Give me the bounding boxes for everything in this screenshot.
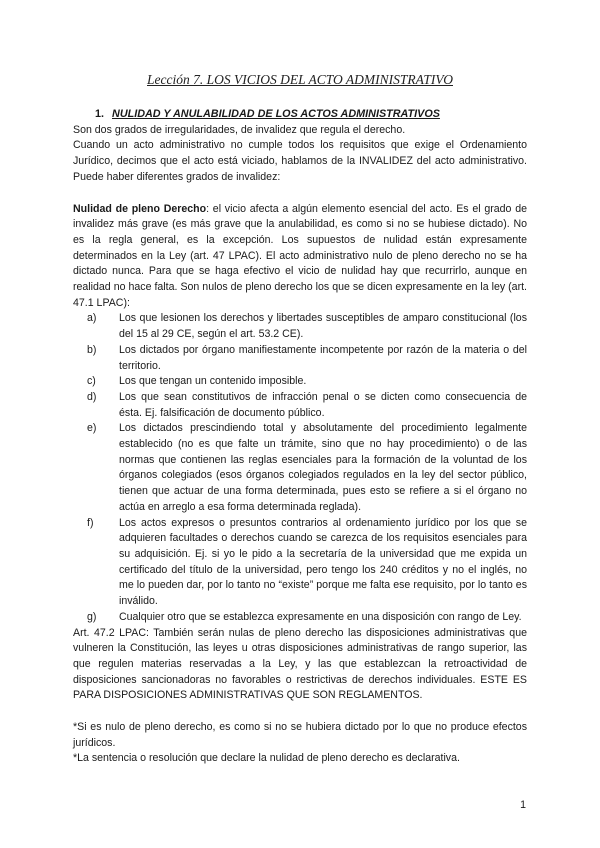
list-item bbox=[73, 516, 527, 610]
nulidad-list bbox=[73, 311, 527, 625]
nulidad-lead: Nulidad de pleno Derecho bbox=[73, 202, 207, 215]
document-body bbox=[73, 107, 527, 767]
list-item bbox=[73, 374, 527, 390]
art-47-2-paragraph: Art. 47.2 LPAC: También serán nulas de pleno derecho las disposiciones administrativas que vulneren la Constitución, las leyes u otras disposiciones administrativas de rango superior, las que regulen materias reservadas a la Ley, y las que establezcan la retroactividad de disposiciones sancionadoras no favorables o restrictivas de derechos individuales. ESTE ES PARA DISPOSICIONES ADMINISTRATIVAS QUE SON REGLAMENTOS. bbox=[73, 626, 527, 702]
list-marker: f) bbox=[87, 516, 94, 529]
list-marker: d) bbox=[87, 390, 97, 403]
footnote-2: *La sentencia o resolución que declare la nulidad de pleno derecho es declarativa. bbox=[73, 752, 460, 765]
nulidad-text: : el vicio afecta a algún elemento esencial del acto. Es el grado de invalidez más grave (es más grave que la anulabilidad, es como si no se hubiese dictado). No es la regla general, es la excepción. Los supuestos de nulidad están expresamente determinados en la Ley (art. 47 LPAC). El acto administrativo nulo de pleno derecho no se ha dictado nunca. Para que se haga efectivo el vicio de nulidad hay que recurrirlo, aunque en realidad no hace falta. Son nulos de pleno derecho los que se dicen expresamente en la ley (art. 47.1 LPAC): bbox=[73, 202, 527, 309]
list-item-text: Los que sean constitutivos de infracción penal o se dicten como consecuencia de ésta. Ej. falsificación de documento público. bbox=[119, 390, 527, 419]
list-item-text: Los que tengan un contenido imposible. bbox=[119, 375, 307, 388]
list-item bbox=[73, 610, 527, 626]
list-item bbox=[73, 421, 527, 515]
list-item-text: Los actos expresos o presuntos contrarios al ordenamiento jurídico por los que se adquieren facultades o derechos cuando se carezca de los requisitos esenciales para su adquisición. Ej. si yo le pido a la secretaría de la universidad que me expida un certificado del título de la universidad, pero tengo los 240 créditos y no el inglés, no me lo pueden dar, por lo tanto no “existe” porque me falta ese requisito, por lo tanto es inválido. bbox=[119, 516, 527, 608]
list-item-text: Los que lesionen los derechos y libertades susceptibles de amparo constitucional (los del 15 al 29 CE, según el art. 53.2 CE). bbox=[119, 312, 527, 341]
list-item-text: Cualquier otro que se establezca expresamente en una disposición con rango de Ley. bbox=[119, 610, 522, 623]
intro-paragraph-1: Son dos grados de irregularidades, de invalidez que regula el derecho. bbox=[73, 123, 406, 136]
nulidad-paragraph bbox=[73, 202, 527, 312]
list-marker: c) bbox=[87, 375, 96, 388]
page-number: 1 bbox=[520, 799, 526, 811]
list-marker: b) bbox=[87, 343, 97, 356]
list-marker: a) bbox=[87, 312, 97, 325]
list-item bbox=[73, 390, 527, 421]
list-item bbox=[73, 311, 527, 342]
intro-paragraph-2: Cuando un acto administrativo no cumple todos los requisitos que exige el Ordenamiento Jurídico, decimos que el acto está viciado, hablamos de la INVALIDEZ del acto administrativo. Puede haber diferentes grados de invalidez: bbox=[73, 139, 527, 183]
paragraph-spacer bbox=[73, 704, 527, 720]
list-item-text: Los dictados prescindiendo total y absolutamente del procedimiento legalmente establecido (no es que falte un trámite, sino que no hay procedimiento) o de las normas que contienen las reglas esenciales para la formación de la voluntad de los órganos colegiados (esos órganos colegiados regulados en la ley del sector público, tienen que actuar de una forma determinada, pues esto se refiere a si el órgano no actúa en arreglo a esa forma determinada reglada). bbox=[119, 422, 527, 513]
list-item-text: Los dictados por órgano manifiestamente incompetente por razón de la materia o del territorio. bbox=[119, 343, 527, 372]
page-title: Lección 7. LOS VICIOS DEL ACTO ADMINISTRATIVO bbox=[147, 72, 453, 87]
footnote-1: *Si es nulo de pleno derecho, es como si no se hubiera dictado por lo que no produce efectos jurídicos. bbox=[73, 721, 527, 749]
paragraph-spacer bbox=[73, 186, 527, 202]
list-item bbox=[73, 343, 527, 374]
section-number: 1. bbox=[95, 108, 105, 120]
section-heading bbox=[73, 107, 527, 123]
list-marker: e) bbox=[87, 422, 97, 435]
section-title: NULIDAD Y ANULABILIDAD DE LOS ACTOS ADMINISTRATIVOS bbox=[112, 108, 440, 120]
list-marker: g) bbox=[87, 610, 97, 623]
